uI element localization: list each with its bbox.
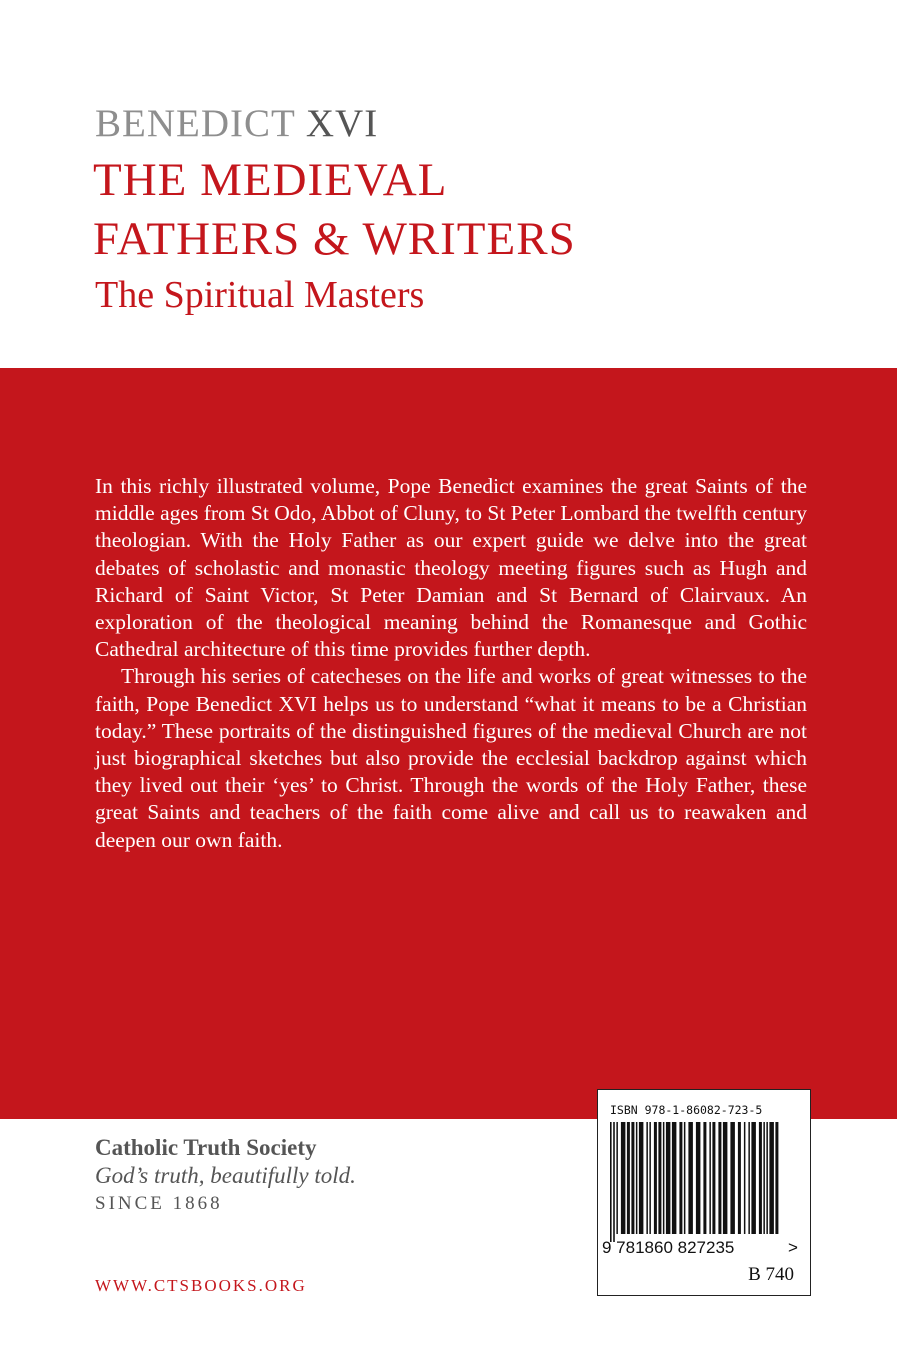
- barcode-bar: [723, 1122, 728, 1234]
- barcode-bar: [769, 1122, 774, 1234]
- barcode-bar: [696, 1122, 701, 1234]
- barcode-bar: [766, 1122, 768, 1234]
- barcode-bar: [654, 1122, 657, 1234]
- publisher-tagline: God’s truth, beautifully told.: [95, 1163, 356, 1188]
- publisher-name: Catholic Truth Society: [95, 1135, 317, 1160]
- barcode-bar: [684, 1122, 686, 1234]
- barcode-bar: [748, 1122, 750, 1234]
- barcode-bar: [751, 1122, 756, 1234]
- barcode-bar: [646, 1122, 648, 1234]
- barcode-bar: [679, 1122, 682, 1234]
- barcode-bar: [621, 1122, 626, 1234]
- book-title-line-2: FATHERS & WRITERS: [93, 213, 576, 265]
- author-second: XVI: [305, 102, 379, 145]
- barcode-bar: [658, 1122, 661, 1234]
- back-cover-blurb: [95, 473, 807, 854]
- publisher-since: SINCE 1868: [95, 1193, 223, 1214]
- blurb-paragraph-1: In this richly illustrated volume, Pope Benedict examines the great Saints of the middle ages from St Odo, Abbot of Cluny, to St Peter Lombard the twelfth century theologian. With the Holy Father as our expert guide we delve into the great debates of scholastic and monastic theology meeting figures such as Hugh and Richard of Saint Victor, St Peter Damian and St Bernard of Clairvaux. An exploration of the theological meaning behind the Romanesque and Gothic Cathedral architecture of this time provides further depth.: [95, 474, 807, 662]
- barcode-bar: [738, 1122, 741, 1234]
- barcode-bar: [627, 1122, 630, 1234]
- price-code: B 740: [748, 1264, 794, 1285]
- barcode-bar: [688, 1122, 693, 1234]
- book-subtitle: The Spiritual Masters: [95, 274, 425, 316]
- barcode-bars: [602, 1122, 792, 1248]
- barcode-bar: [763, 1122, 765, 1234]
- barcode-bar: [639, 1122, 644, 1234]
- barcode-bar: [703, 1122, 706, 1234]
- barcode-digits: 9 781860 827235: [602, 1238, 735, 1257]
- barcode-bar: [631, 1122, 634, 1234]
- barcode-arrow: >: [788, 1238, 798, 1257]
- cover-top-section: [0, 0, 897, 368]
- barcode-box: [597, 1089, 811, 1296]
- book-title-line-1: THE MEDIEVAL: [93, 154, 448, 206]
- barcode-bar: [744, 1122, 746, 1234]
- barcode-bar: [616, 1122, 618, 1234]
- barcode-bar: [759, 1122, 762, 1234]
- barcode-bar: [649, 1122, 651, 1234]
- barcode-bar: [663, 1122, 665, 1234]
- isbn-label: ISBN 978-1-86082-723-5: [610, 1103, 763, 1117]
- blurb-paragraph-2: Through his series of catecheses on the life and works of great witnesses to the faith, Pope Benedict XVI helps us to understand “what it means to be a Christian today.” These portraits of the distinguished figures of the medieval Church are not just biographical sketches but also provide the ecclesial backdrop against which they lived out their ‘yes’ to Christ. Through the words of the Holy Father, these great Saints and teachers of the faith come alive and call us to reawaken and deepen our own faith.: [95, 664, 807, 852]
- barcode-bar: [775, 1122, 778, 1234]
- author-name: [95, 104, 378, 143]
- barcode-bar: [730, 1122, 735, 1234]
- barcode-bar: [712, 1122, 715, 1234]
- barcode-bar: [672, 1122, 677, 1234]
- publisher-website: WWW.CTSBOOKS.ORG: [95, 1276, 307, 1295]
- barcode-bar: [666, 1122, 671, 1234]
- barcode-bar: [709, 1122, 711, 1234]
- barcode-bar: [613, 1122, 615, 1242]
- barcode-bar: [610, 1122, 612, 1242]
- barcode-bar: [718, 1122, 721, 1234]
- author-first: BENEDICT: [95, 102, 296, 145]
- barcode-bar: [636, 1122, 638, 1234]
